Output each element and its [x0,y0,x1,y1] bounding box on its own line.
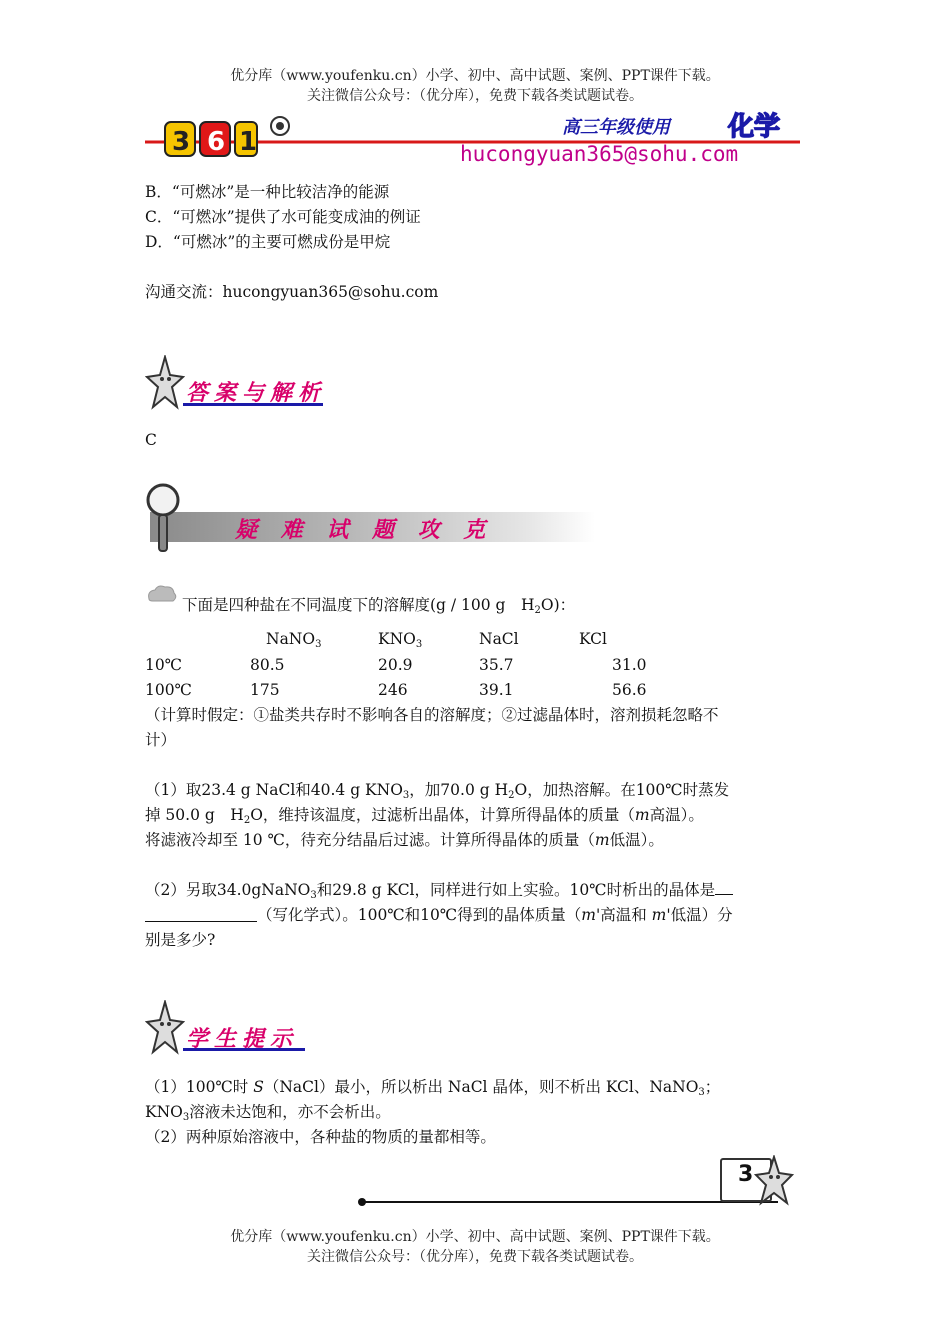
footer-line-1: 优分库（www.youfenku.cn）小学、初中、高中试题、案例、PPT课件下载。 [230,1229,720,1245]
page-number: 3 [738,1162,754,1187]
table-cell: 56.6 [612,681,647,699]
table-header-nano3: NaNO$_3$ [266,630,322,650]
option-b: B．“可燃冰”是一种比较洁净的能源 [145,183,390,201]
footer-line-2: 关注微信公众号：（优分库），免费下载各类试题试卷。 [307,1249,643,1265]
table-cell: 20.9 [378,656,413,674]
table-header-kcl: KCl [579,630,607,648]
table-header-nacl: NaCl [479,630,519,648]
cloud-bullet-icon [145,583,179,605]
table-cell: 246 [378,681,408,699]
q2-line-1: （2）另取34.0gNaNO$_3$和29.8 g KCl，同样进行如上实验。10℃时析出的晶体是 [145,878,733,908]
answer-value: C [145,431,157,449]
problem-intro: 下面是四种盐在不同温度下的溶解度(g / 100 g $H_2O$)： [182,596,576,616]
answer-blank[interactable] [145,921,257,922]
problem-note-line-1: （计算时假定：①盐类共存时不影响各自的溶解度；②过滤晶体时，溶剂损耗忽略不 [145,706,719,724]
table-cell: 39.1 [479,681,514,699]
star-mascot-icon [145,1000,185,1060]
header-email: hucongyuan365@sohu.com [460,142,739,166]
svg-text:3: 3 [172,127,191,157]
grade-label: 高三年级使用 [562,117,670,138]
hint-line-2: $KNO_3$溶液未达饱和，亦不会析出。 [145,1103,391,1123]
q2-line-2: （写化学式）。100℃和10℃得到的晶体质量（m'高温和 m'低温）分 [145,903,733,928]
table-row-temp: 100℃ [145,681,192,699]
table-cell: 175 [250,681,280,699]
q2-line-3: 别是多少? [145,931,216,949]
svg-text:6: 6 [207,127,226,157]
contact-line: 沟通交流：hucongyuan365@sohu.com [145,283,439,301]
star-mascot-icon [145,355,185,415]
q1-line-3: 将滤液冷却至 10 ℃，待充分结晶后过滤。计算所得晶体的质量（m低温）。 [145,831,664,849]
table-row-temp: 10℃ [145,656,183,674]
table-cell: 80.5 [250,656,285,674]
option-c: C．“可燃冰”提供了水可能变成油的例证 [145,208,421,226]
hint-line-3: （2）两种原始溶液中，各种盐的物质的量都相等。 [145,1128,496,1146]
magnifier-icon [143,482,183,554]
hard-section-title: 疑 难 试 题 攻 克 [235,518,494,543]
problem-note-line-2: 计） [145,731,177,749]
subject-label: 化学 [728,112,781,142]
footer-rule [358,1198,778,1206]
answer-section-title: 答案与解析 [186,381,327,406]
header-line-2: 关注微信公众号：（优分库），免费下载各类试题试卷。 [307,88,643,104]
header-line-1: 优分库（www.youfenku.cn）小学、初中、高中试题、案例、PPT课件下载。 [230,68,720,84]
hint-section-title: 学生提示 [186,1027,299,1052]
q1-line-2: 掉 50.0 g $H_2O$，维持该温度，过滤析出晶体，计算所得晶体的质量（m高温）。 [145,806,704,826]
table-cell: 35.7 [479,656,514,674]
svg-text:1: 1 [239,127,258,157]
table-cell: 31.0 [612,656,647,674]
star-mascot-icon [752,1155,796,1207]
table-header-kno3: $KNO_3$ [378,630,423,650]
hint-line-1: （1）100℃时 S（NaCl）最小，所以析出 NaCl 晶体，则不析出 KCl、NaNO$_3$； [145,1078,721,1098]
option-d: D．“可燃冰”的主要可燃成份是甲烷 [145,233,391,251]
logo-361-icon [165,117,289,157]
q1-line-1: （1）取23.4 g NaCl和40.4 g $KNO_3$，加70.0 g $H_2O$，加热溶解。在100℃时蒸发 [145,781,730,801]
